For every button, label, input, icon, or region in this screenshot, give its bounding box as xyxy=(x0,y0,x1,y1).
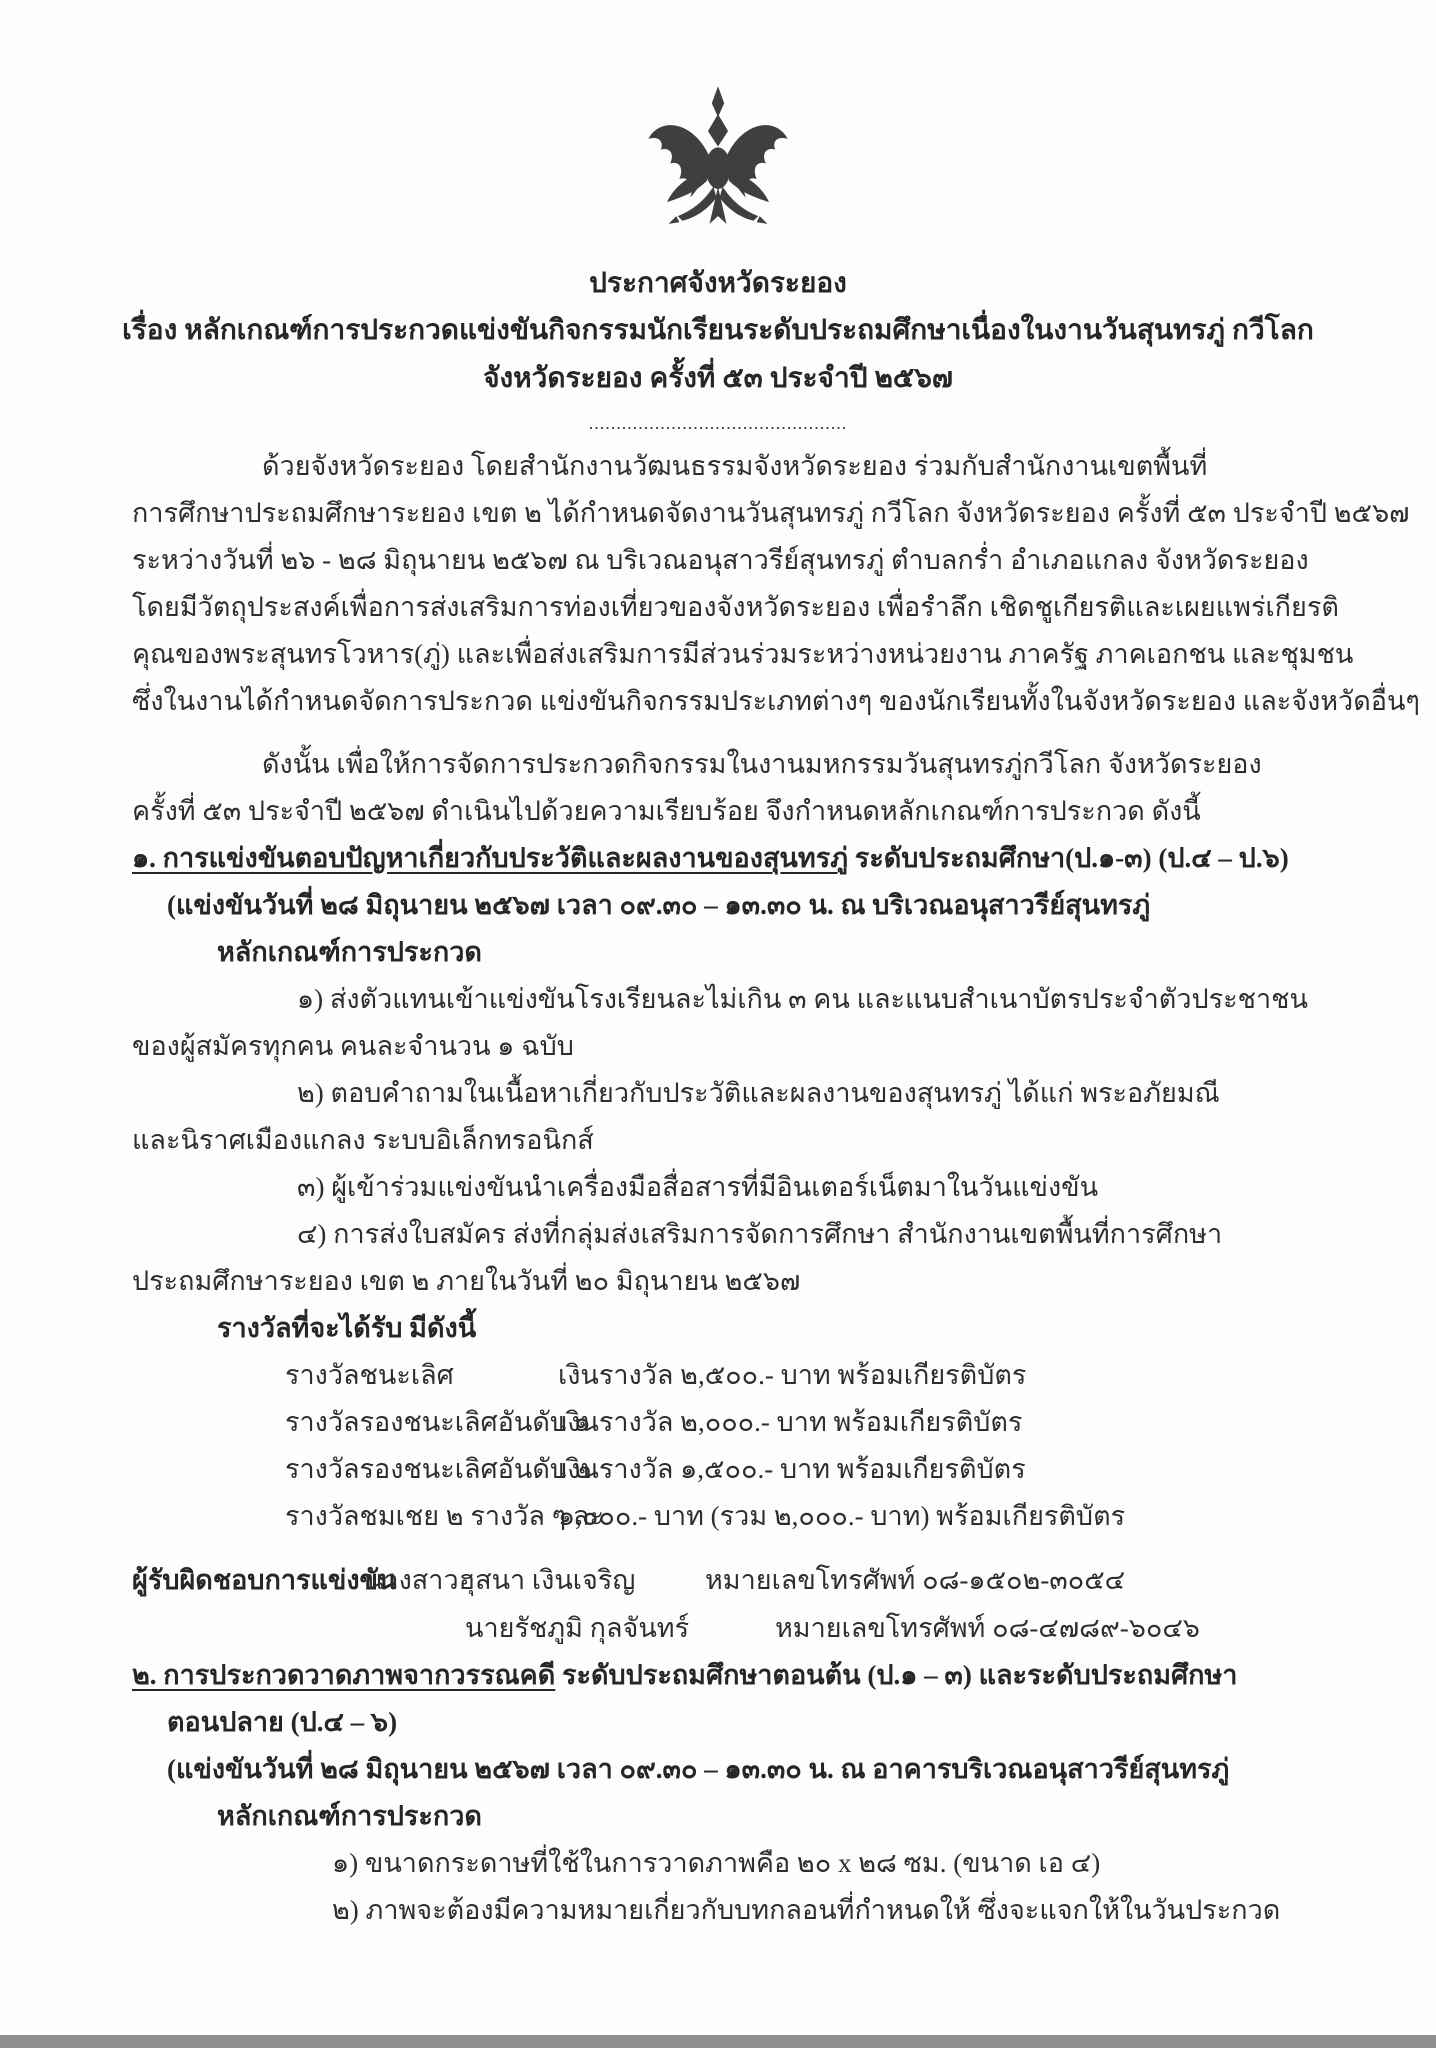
scan-edge-bar xyxy=(0,2035,1436,2048)
paragraph-line: ครั้งที่ ๕๓ ประจำปี ๒๕๖๗ ดำเนินไปด้วยความเรียบร้อย จึงกำหนดหลักเกณฑ์การประกวด ดังนี้ xyxy=(132,796,1201,826)
section1-heading-rest: ระดับประถมศึกษา(ป.๑-๓) (ป.๔ – ป.๖) xyxy=(848,843,1289,873)
section1-schedule: (แข่งขันวันที่ ๒๘ มิถุนายน ๒๕๖๗ เวลา ๐๙.๓๐ – ๑๓.๓๐ น. ณ บริเวณอนุสาวรีย์สุนทรภู่ xyxy=(167,890,1151,920)
contact-label: ผู้รับผิดชอบการแข่งขัน xyxy=(132,1565,397,1595)
subject-line-2: จังหวัดระยอง ครั้งที่ ๕๓ ประจำปี ๒๕๖๗ xyxy=(483,363,953,394)
section2-schedule: (แข่งขันวันที่ ๒๘ มิถุนายน ๒๕๖๗ เวลา ๐๙.๓๐ – ๑๓.๓๐ น. ณ อาคารบริเวณอนุสาวรีย์สุนทรภู่ xyxy=(167,1754,1230,1784)
paragraph-line: ซึ่งในงานได้กำหนดจัดการประกวด แข่งขันกิจกรรมประเภทต่างๆ ของนักเรียนทั้งในจังหวัดระยอง และจังหวัดอื่นๆ xyxy=(132,686,1420,716)
contact-phone xyxy=(775,1604,1316,1652)
award-value: เงินรางวัล ๒,๐๐๐.- บาท พร้อมเกียรติบัตร xyxy=(558,1407,1023,1437)
contact-row xyxy=(132,1604,1316,1652)
contact-name: นางสาวฮุสนา เงินเจริญ xyxy=(365,1565,636,1595)
rule-line: ประถมศึกษาระยอง เขต ๒ ภายในวันที่ ๒๐ มิถุนายน ๒๕๖๗ xyxy=(132,1266,801,1296)
section1-heading xyxy=(132,835,1316,882)
contact-row xyxy=(132,1556,1316,1604)
section2-heading-line2: ตอนปลาย (ป.๔ – ๖) xyxy=(167,1707,398,1737)
emblem-container xyxy=(0,0,1436,247)
phone-label: หมายเลขโทรศัพท์ xyxy=(775,1613,986,1643)
contact-phone xyxy=(705,1556,1316,1604)
section2-criteria-heading: หลักเกณฑ์การประกวด xyxy=(217,1801,482,1831)
section1-heading-underlined: ๑. การแข่งขันตอบปัญหาเกี่ยวกับประวัติและผลงานของสุนทรภู่ xyxy=(132,843,848,873)
paragraph-line: โดยมีวัตถุประสงค์เพื่อการส่งเสริมการท่องเที่ยวของจังหวัดระยอง เพื่อรำลึก เชิดชูเกียรติและเผยแพร่เกียรติ xyxy=(132,592,1339,622)
paragraph-line: การศึกษาประถมศึกษาระยอง เขต ๒ ได้กำหนดจัดงานวันสุนทรภู่ กวีโลก จังหวัดระยอง ครั้งที่ ๕๓ ประจำปี ๒๕๖๗ xyxy=(132,498,1410,528)
rule-line: ๔) การส่งใบสมัคร ส่งที่กลุ่มส่งเสริมการจัดการศึกษา สำนักงานเขตพื้นที่การศึกษา xyxy=(297,1219,1223,1249)
paragraph-line: ดังนั้น เพื่อให้การจัดการประกวดกิจกรรมในงานมหกรรมวันสุนทรภู่กวีโลก จังหวัดระยอง xyxy=(262,749,1262,779)
awards-heading: รางวัลที่จะได้รับ มีดังนี้ xyxy=(217,1313,477,1343)
contact-label-spacer xyxy=(132,1604,365,1652)
award-label: รางวัลรองชนะเลิศอันดับ ๑ xyxy=(285,1407,591,1437)
section2-heading-rest: ระดับประถมศึกษาตอนต้น (ป.๑ – ๓) และระดับประถมศึกษา xyxy=(555,1660,1238,1690)
garuda-emblem xyxy=(633,84,803,247)
rule-line: ของผู้สมัครทุกคน คนละจำนวน ๑ ฉบับ xyxy=(132,1031,574,1061)
phone-number: ๐๘-๑๕๐๒-๓๐๕๔ xyxy=(922,1565,1126,1595)
paragraph-line: ระหว่างวันที่ ๒๖ - ๒๘ มิถุนายน ๒๕๖๗ ณ บริเวณอนุสาวรีย์สุนทรภู่ ตำบลกร่ำ อำเภอแกลง จังหวัดระยอง xyxy=(132,545,1309,575)
page-title: ประกาศจังหวัดระยอง xyxy=(589,268,847,299)
dotted-divider: ............................................... xyxy=(588,413,848,433)
paragraph-line: คุณของพระสุนทรโวหาร(ภู่) และเพื่อส่งเสริมการมีส่วนร่วมระหว่างหน่วยงาน ภาครัฐ ภาคเอกชน และชุมชน xyxy=(132,639,1354,669)
section2-heading-underlined: ๒. การประกวดวาดภาพจากวรรณคดี xyxy=(132,1660,556,1690)
rule-line: และนิราศเมืองแกลง ระบบอิเล็กทรอนิกส์ xyxy=(132,1125,594,1155)
award-row xyxy=(132,1493,1316,1540)
subject-line-1: เรื่อง หลักเกณฑ์การประกวดแข่งขันกิจกรรมนักเรียนระดับประถมศึกษาเนื่องในงานวันสุนทรภู่ กวีโลก xyxy=(122,315,1314,346)
award-label: รางวัลชมเชย ๒ รางวัล ๆ ละ xyxy=(285,1501,604,1531)
award-value: เงินรางวัล ๒,๕๐๐.- บาท พร้อมเกียรติบัตร xyxy=(558,1360,1027,1390)
award-row xyxy=(132,1399,1316,1446)
rule-line: ๓) ผู้เข้าร่วมแข่งขันนำเครื่องมือสื่อสารที่มีอินเตอร์เน็ตมาในวันแข่งขัน xyxy=(297,1172,1099,1202)
award-value: ๑,๐๐๐.- บาท (รวม ๒,๐๐๐.- บาท) พร้อมเกียรติบัตร xyxy=(558,1501,1126,1531)
award-label: รางวัลชนะเลิศ xyxy=(285,1360,454,1390)
paragraph-intro xyxy=(132,443,1420,725)
rule-line: ๑) ขนาดกระดาษที่ใช้ในการวาดภาพคือ ๒๐ x ๒๘ ซม. (ขนาด เอ ๔) xyxy=(332,1848,1101,1878)
phone-label: หมายเลขโทรศัพท์ xyxy=(705,1565,916,1595)
section2-heading xyxy=(132,1652,1316,1699)
award-label: รางวัลรองชนะเลิศอันดับ ๒ xyxy=(285,1454,592,1484)
paragraph-line: ด้วยจังหวัดระยอง โดยสำนักงานวัฒนธรรมจังหวัดระยอง ร่วมกับสำนักงานเขตพื้นที่ xyxy=(262,451,1208,481)
rule-line: ๒) ตอบคำถามในเนื้อหาเกี่ยวกับประวัติและผลงานของสุนทรภู่ ได้แก่ พระอภัยมณี xyxy=(297,1078,1220,1108)
award-row xyxy=(132,1446,1316,1493)
section1-criteria-heading: หลักเกณฑ์การประกวด xyxy=(217,937,482,967)
award-value: เงินรางวัล ๑,๕๐๐.- บาท พร้อมเกียรติบัตร xyxy=(558,1454,1026,1484)
award-row xyxy=(132,1352,1316,1399)
rule-line: ๒) ภาพจะต้องมีความหมายเกี่ยวกับบทกลอนที่กำหนดให้ ซึ่งจะแจกให้ในวันประกวด xyxy=(332,1895,1281,1925)
paragraph-purpose xyxy=(132,741,1316,835)
phone-number: ๐๘-๔๗๘๙-๖๐๔๖ xyxy=(992,1613,1200,1643)
contact-name: นายรัชภูมิ กุลจันทร์ xyxy=(465,1613,690,1643)
rule-line: ๑) ส่งตัวแทนเข้าแข่งขันโรงเรียนละไม่เกิน ๓ คน และแนบสำเนาบัตรประจำตัวประชาชน xyxy=(297,984,1308,1014)
